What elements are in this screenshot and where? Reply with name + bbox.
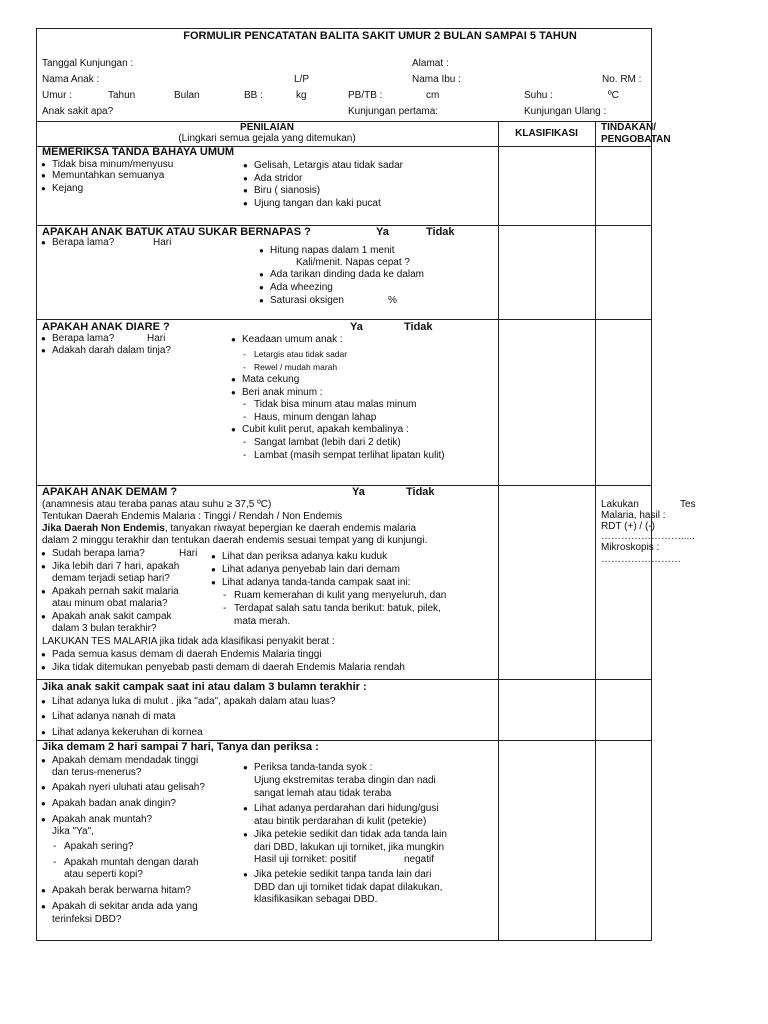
tindakan-divider — [595, 121, 596, 941]
bahaya-left-item: ● Memuntahkan semuanya — [52, 170, 164, 182]
suhu-label: Suhu : — [524, 90, 553, 101]
demam-left-item-cont: demam terjadi setiap hari? — [52, 573, 170, 584]
dbd-syok-desc: sangat lemah atau tidak teraba — [254, 788, 392, 799]
celsius-label: ºC — [608, 90, 619, 101]
campak-item: ● Lihat adanya nanah di mata — [52, 711, 175, 723]
tindakan-rdt: RDT (+) / (-) — [601, 521, 655, 532]
section-divider-batuk — [36, 319, 651, 320]
demam-right-item: ● Lihat dan periksa adanya kaku kuduk — [222, 551, 387, 563]
diare-darah: ● Adakah darah dalam tinja? — [52, 345, 171, 357]
lp-label: L/P — [294, 74, 310, 85]
bahaya-right-item: ● Ujung tangan dan kaki pucat — [254, 198, 381, 210]
kunjungan-pertama-label: Kunjungan pertama: — [348, 106, 439, 117]
dbd-sub-item: - Apakah muntah dengan darah — [64, 857, 199, 869]
diare-tidak: Tidak — [404, 321, 433, 333]
demam-hari: Hari — [179, 548, 198, 559]
demam-lakukan-tes: LAKUKAN TES MALARIA jika tidak ada klasifikasi penyakit berat : — [42, 636, 335, 647]
bahaya-right-item: ● Gelisah, Letargis atau tidak sadar — [254, 160, 403, 172]
dbd-perdarahan-cont: atau bintik perdarahan di kulit (petekie) — [254, 816, 427, 827]
demam-right-item: ● Lihat adanya penyebab lain dari demam — [222, 564, 400, 576]
dbd-left-item: ● Apakah anak muntah? — [52, 814, 152, 826]
campak-item: ● Lihat adanya kekeruhan di kornea — [52, 727, 203, 739]
dbd-petekie2-cont: klasifikasikan sebagai DBD. — [254, 894, 378, 905]
dbd-left-item-cont: dan terus-menerus? — [52, 767, 142, 778]
batuk-ya: Ya — [376, 226, 389, 238]
demam-non-endemis — [42, 523, 416, 535]
tindakan-lakukan: Lakukan — [601, 499, 639, 510]
penilaian-note: (Lingkari semua gejala yang ditemukan) — [178, 133, 356, 144]
demam-left-item: ● Jika lebih dari 7 hari, apakah — [52, 561, 179, 573]
non-endemis-bold: Jika Daerah Non Endemis — [42, 523, 165, 534]
dbd-syok: ● Periksa tanda-tanda syok : — [254, 762, 372, 774]
diare-beri: ● Beri anak minum : — [242, 387, 323, 399]
kunjungan-ulang-label: Kunjungan Ulang : — [524, 106, 607, 117]
diare-cubit: ● Cubit kulit perut, apakah kembalinya : — [242, 424, 409, 436]
demam-tes-item: ● Pada semua kasus demam di daerah Endemis Malaria tinggi — [52, 649, 322, 661]
nama-anak-label: Nama Anak : — [42, 74, 100, 85]
tanggal-label: Tanggal Kunjungan : — [42, 58, 134, 69]
bahaya-right-item: ● Ada stridor — [254, 173, 302, 185]
dbd-heading: Jika demam 2 hari sampai 7 hari, Tanya dan periksa : — [42, 741, 319, 753]
tahun-label: Tahun — [108, 90, 136, 101]
batuk-percent: % — [388, 295, 397, 306]
diare-ya: Ya — [350, 321, 363, 333]
outer-bottom-border — [36, 940, 651, 941]
dbd-petekie2: ● Jika petekie sedikit tanpa tanda lain dari — [254, 869, 431, 881]
pbtb-label: PB/TB : — [348, 90, 383, 101]
demam-sudah: ● Sudah berapa lama? — [52, 548, 145, 560]
outer-top-border — [36, 28, 651, 29]
bahaya-left-item: ● Tidak bisa minum/menyusu — [52, 159, 173, 171]
anak-sakit-label: Anak sakit apa? — [42, 106, 114, 117]
tindakan-dots-2: …………………… — [601, 554, 681, 565]
penilaian-header: PENILAIAN — [240, 122, 294, 133]
klasifikasi-divider — [498, 121, 499, 941]
diare-cubit-sub: - Lambat (masih sempat terlihat lipatan kulit) — [254, 450, 445, 462]
diare-keadaan: ● Keadaan umum anak : — [242, 334, 343, 346]
tindakan-dots-1: ……………………..... — [601, 531, 695, 542]
demam-heading: APAKAH ANAK DEMAM ? — [42, 486, 178, 498]
klasifikasi-header: KLASIFIKASI — [515, 128, 578, 139]
campak-item: ● Lihat adanya luka di mulut . jika "ada", apakah dalam atau luas? — [52, 696, 335, 708]
dbd-hasil-torniket: Hasil uji torniket: positif — [254, 854, 357, 865]
diare-mata: ● Mata cekung — [242, 374, 299, 386]
bahaya-left-item: ● Kejang — [52, 183, 83, 195]
dbd-sub-item: - Apakah sering? — [64, 841, 134, 853]
tindakan-malaria: Malaria, hasil : — [601, 510, 666, 521]
dbd-left-item-cont: terinfeksi DBD? — [52, 914, 122, 925]
diare-heading: APAKAH ANAK DIARE ? — [42, 321, 170, 333]
dbd-petekie: ● Jika petekie sedikit dan tidak ada tanda lain — [254, 829, 447, 841]
diare-keadaan-sub: - Rewel / mudah marah — [254, 361, 337, 373]
alamat-label: Alamat : — [412, 58, 449, 69]
dbd-petekie-cont: dari DBD, lakukan uji torniket, jika mungkin — [254, 842, 445, 853]
demam-left-item-cont: dalam 3 bulan terakhir? — [52, 623, 157, 634]
batuk-kali: Kali/menit. Napas cepat ? — [296, 257, 410, 268]
demam-tes-item: ● Jika tidak ditemukan penyebab pasti demam di daerah Endemis Malaria rendah — [52, 662, 405, 674]
bb-label: BB : — [244, 90, 263, 101]
diare-hari: Hari — [147, 333, 166, 344]
bahaya-heading: MEMERIKSA TANDA BAHAYA UMUM — [42, 146, 235, 158]
umur-label: Umur : — [42, 90, 72, 101]
nama-ibu-label: Nama Ibu : — [412, 74, 461, 85]
cm-label: cm — [426, 90, 440, 101]
no-rm-label: No. RM : — [602, 74, 642, 85]
diare-beri-sub: - Tidak bisa minum atau malas minum — [254, 399, 416, 411]
bahaya-right-item: ● Biru ( sianosis) — [254, 185, 320, 197]
diare-keadaan-sub: - Letargis atau tidak sadar — [254, 348, 347, 360]
outer-right-border — [651, 28, 652, 941]
demam-left-item: ● Apakah pernah sakit malaria — [52, 586, 179, 598]
batuk-tidak: Tidak — [426, 226, 455, 238]
dbd-sub-item-cont: atau seperti kopi? — [64, 869, 143, 880]
tindakan-tes: Tes — [680, 499, 696, 510]
batuk-right-item: ● Ada tarikan dinding dada ke dalam — [270, 269, 424, 281]
dbd-left-item: ● Apakah berak berwarna hitam? — [52, 885, 191, 897]
demam-right-sub-cont: mata merah. — [234, 616, 291, 627]
non-endemis-text: , tanyakan riwayat bepergian ke daerah endemis malaria — [164, 523, 417, 534]
demam-tidak: Tidak — [406, 486, 435, 498]
demam-non-endemis-2: dalam 2 minggu terakhir dan tentukan daerah endemis sesuai tempat yang di kunjungi. — [42, 535, 428, 546]
demam-left-item-cont: atau minum obat malaria? — [52, 598, 168, 609]
demam-ya: Ya — [352, 486, 365, 498]
diare-beri-sub: - Haus, minum dengan lahap — [254, 412, 376, 424]
diare-cubit-sub: - Sangat lambat (lebih dari 2 detik) — [254, 437, 401, 449]
dbd-syok-desc: Ujung ekstremitas teraba dingin dan nadi — [254, 775, 436, 786]
diare-berapa-lama: ● Berapa lama? — [52, 333, 114, 345]
demam-anamnesis: (anamnesis atau teraba panas atau suhu ≥ 37,5 ºC) — [42, 499, 272, 510]
form-title: FORMULIR PENCATATAN BALITA SAKIT UMUR 2 BULAN SAMPAI 5 TAHUN — [183, 30, 577, 42]
dbd-left-item: ● Apakah di sekitar anda ada yang — [52, 901, 198, 913]
batuk-right-item: ● Ada wheezing — [270, 282, 333, 294]
batuk-right-item: ● Saturasi oksigen — [270, 295, 344, 307]
section-divider-demam — [36, 679, 651, 680]
bulan-label: Bulan — [174, 90, 200, 101]
dbd-left-item: ● Apakah badan anak dingin? — [52, 798, 176, 810]
demam-right-sub: - Ruam kemerahan di kulit yang menyeluruh, dan — [234, 590, 446, 602]
batuk-hitung: ● Hitung napas dalam 1 menit — [270, 245, 395, 257]
dbd-jika-ya: Jika "Ya", — [52, 826, 94, 837]
tindakan-mikroskopis: Mikroskopis : — [601, 542, 660, 553]
kg-label: kg — [296, 90, 307, 101]
tindakan-header-line2: PENGOBATAN — [601, 134, 671, 145]
dbd-left-item: ● Apakah nyeri uluhati atau gelisah? — [52, 782, 205, 794]
dbd-perdarahan: ● Lihat adanya perdarahan dari hidung/gusi — [254, 803, 439, 815]
demam-right-sub: - Terdapat salah satu tanda berikut: batuk, pilek, — [234, 603, 441, 615]
demam-right-item: ● Lihat adanya tanda-tanda campak saat ini: — [222, 577, 410, 589]
tindakan-header-line1: TINDAKAN/ — [601, 122, 656, 133]
dbd-left-item: ● Apakah demam mendadak tinggi — [52, 755, 198, 767]
batuk-heading: APAKAH ANAK BATUK ATAU SUKAR BERNAPAS ? — [42, 226, 311, 238]
demam-left-item: ● Apakah anak sakit campak — [52, 611, 172, 623]
batuk-berapa-lama: ● Berapa lama? — [52, 237, 114, 249]
dbd-petekie2-cont: DBD dan uji torniket tidak dapat dilakukan, — [254, 882, 443, 893]
demam-tentukan: Tentukan Daerah Endemis Malaria : Tinggi / Rendah / Non Endemis — [42, 511, 343, 522]
campak-heading: Jika anak sakit campak saat ini atau dalam 3 bulamn terakhir : — [42, 681, 367, 693]
dbd-negatif: negatif — [404, 854, 435, 865]
batuk-hari: Hari — [153, 237, 172, 248]
